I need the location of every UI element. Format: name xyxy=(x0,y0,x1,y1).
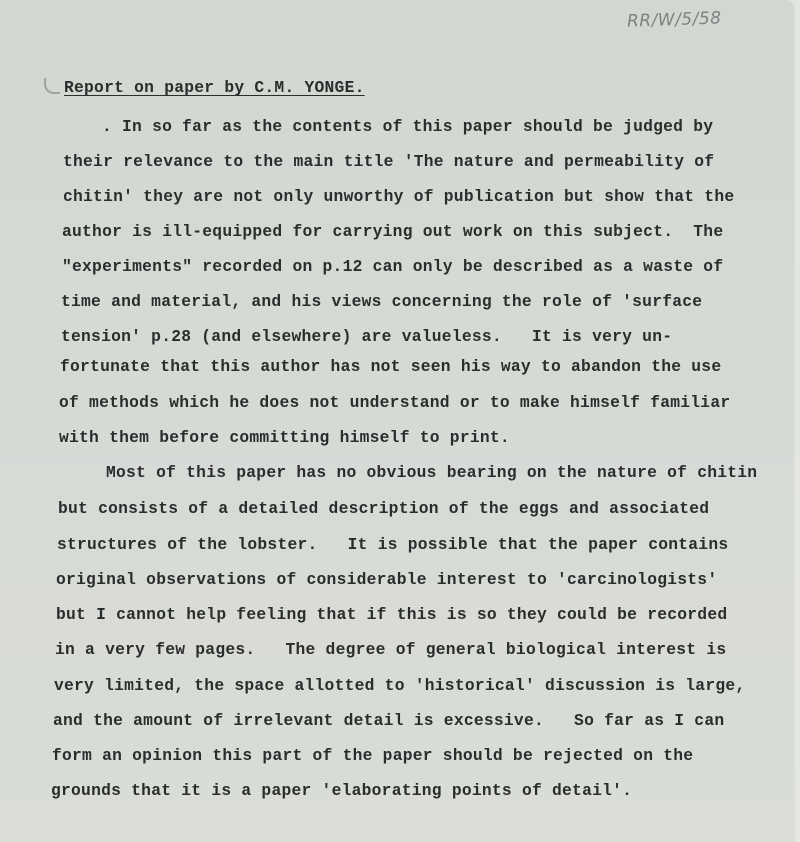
paragraph-2-line-3: structures of the lobster. It is possible that the paper contains xyxy=(57,535,729,554)
paragraph-2-line-7: very limited, the space allotted to 'historical' discussion is large, xyxy=(54,676,746,695)
paragraph-2-line-9: form an opinion this part of the paper should be rejected on the xyxy=(52,746,694,765)
paragraph-1-line-3: chitin' they are not only unworthy of publication but show that the xyxy=(63,187,735,206)
paragraph-2-line-6: in a very few pages. The degree of general biological interest is xyxy=(55,640,727,659)
paragraph-2-line-8: and the amount of irrelevant detail is excessive. So far as I can xyxy=(53,711,725,730)
paragraph-2-line-4: original observations of considerable interest to 'carcinologists' xyxy=(56,570,718,589)
paragraph-1-line-5: "experiments" recorded on p.12 can only be described as a waste of xyxy=(62,257,724,276)
paragraph-1-line-10: with them before committing himself to print. xyxy=(59,428,510,447)
paragraph-2-line-2: but consists of a detailed description of the eggs and associated xyxy=(58,499,710,518)
archive-reference: RR/W/5/58 xyxy=(626,8,722,32)
report-title: Report on paper by C.M. YONGE. xyxy=(64,78,365,97)
paragraph-2-line-5: but I cannot help feeling that if this is so they could be recorded xyxy=(56,605,728,624)
paragraph-1-line-9: of methods which he does not understand or to make himself familiar xyxy=(59,393,731,412)
paragraph-1-line-7: tension' p.28 (and elsewhere) are valueless. It is very un- xyxy=(61,327,673,346)
paragraph-2-line-10: grounds that it is a paper 'elaborating points of detail'. xyxy=(51,781,633,800)
pencil-margin-mark xyxy=(44,78,60,94)
paragraph-1-line-4: author is ill-equipped for carrying out work on this subject. The xyxy=(62,222,724,241)
paragraph-1-line-8: fortunate that this author has not seen his way to abandon the use xyxy=(60,357,722,376)
paragraph-2-line-1: Most of this paper has no obvious bearing on the nature of chitin xyxy=(106,463,758,482)
paragraph-1-line-2: their relevance to the main title 'The nature and permeability of xyxy=(63,152,715,171)
paragraph-1-line-6: time and material, and his views concerning the role of 'surface xyxy=(61,292,703,311)
paragraph-1-line-1: . In so far as the contents of this paper should be judged by xyxy=(102,117,714,136)
